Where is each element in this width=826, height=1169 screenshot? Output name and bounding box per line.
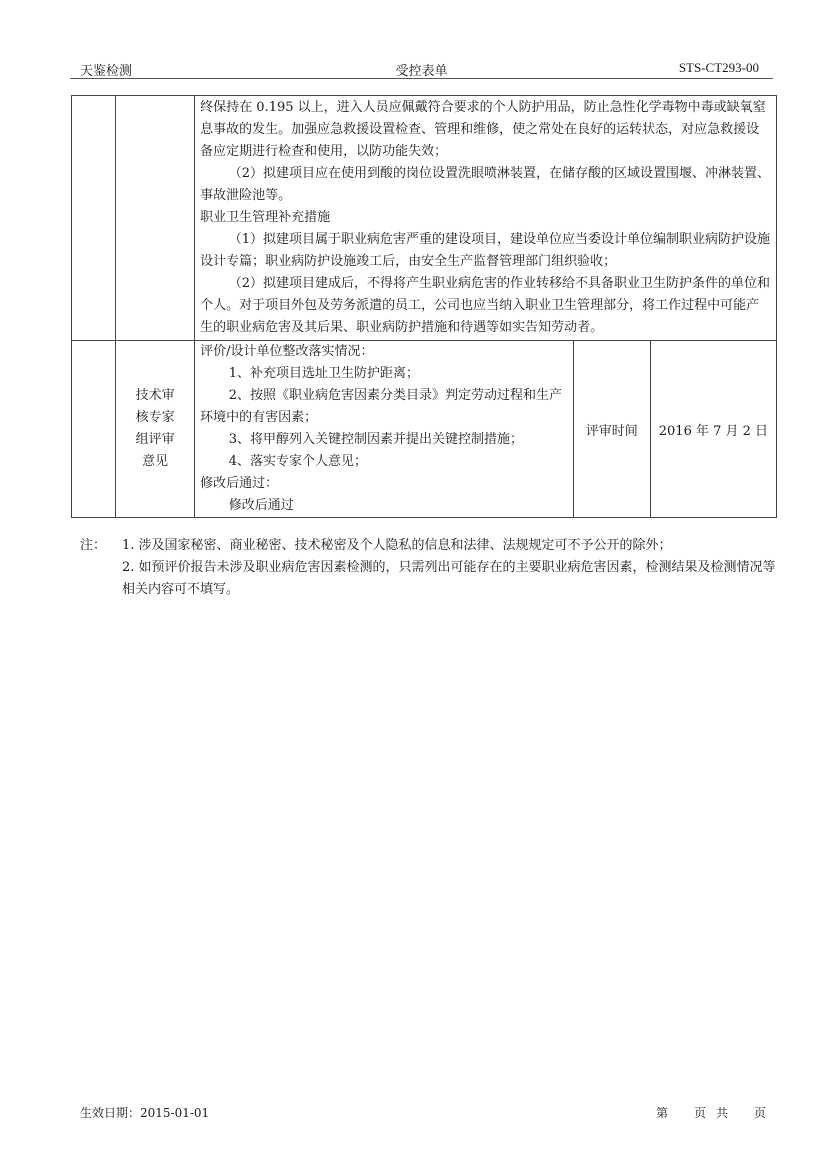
page-header — [70, 60, 773, 79]
table-row-expert-review — [72, 341, 777, 518]
page-label-di: 第 — [655, 1106, 668, 1120]
expert-review-label-text: 技术审核专家组评审意见 — [135, 388, 175, 469]
notes-label: 注： — [80, 538, 107, 553]
measures-paragraph: （1）拟建项目属于职业病危害严重的建设项目，建设单位应当委设计单位编制职业病防护设施设计专篇；职业病防护设施竣工后，由安全生产监督管理部门组织验收； — [200, 232, 771, 269]
form-type: 受控表单 — [395, 64, 448, 79]
page-label-gong: 共 — [715, 1106, 728, 1120]
expert-review-label — [116, 341, 195, 518]
page-label-ye-total: 页 — [753, 1106, 766, 1120]
note-item: 2. 如预评价报告未涉及职业病危害因素检测的，只需列出可能存在的主要职业病危害因素，检测结果及检测情况等相关内容可不填写。 — [122, 560, 776, 597]
measures-cell — [195, 96, 777, 341]
review-time-label: 评审时间 — [573, 341, 650, 518]
measures-paragraph: 终保持在 0.195 以上，进入人员应佩戴符合要求的个人防护用品，防止急性化学毒物中毒或缺氧窒息事故的发生。加强应急救援设置检查、管理和维修，使之常处在良好的运转状态，对应急救援设备应定期进行检查和使用，以防功能失效； — [200, 100, 766, 159]
cell-empty-1 — [72, 96, 116, 341]
conclusion-label: 修改后通过： — [200, 476, 279, 491]
measures-paragraph: （2）拟建项目建成后，不得将产生职业病危害的作业转移给不具备职业卫生防护条件的单位和个人。对于项目外包及劳务派遣的员工，公司也应当纳入职业卫生管理部分，将工作过程中可能产生的职业病危害及其后果、职业病防护措施和待遇等如实告知劳动者。 — [200, 276, 771, 335]
document-code: STS-CT293-00 — [678, 60, 759, 75]
note-item: 1. 涉及国家秘密、商业秘密、技术秘密及个人隐私的信息和法律、法规规定可不予公开的除外； — [122, 538, 672, 553]
company-name: 天鉴检测 — [80, 64, 133, 79]
cell-empty-3 — [72, 341, 116, 518]
rectification-item: 4、落实专家个人意见； — [228, 454, 368, 469]
measures-subheading: 职业卫生管理补充措施 — [200, 210, 331, 225]
measures-paragraph: （2）拟建项目应在使用到酸的岗位设置洗眼喷淋装置，在储存酸的区域设置围堰、冲淋装置、事故泄险池等。 — [200, 166, 771, 203]
rectification-item: 3、将甲醇列入关键控制因素并提出关键控制措施； — [228, 432, 524, 447]
page-label-ye: 页 — [693, 1106, 706, 1120]
rectification-cell — [195, 341, 574, 518]
conclusion-value: 修改后通过 — [228, 498, 294, 513]
rectification-heading: 评价/设计单位整改落实情况： — [200, 344, 374, 359]
review-time-value: 2016 年 7 月 2 日 — [650, 341, 776, 518]
page-number — [656, 1104, 766, 1121]
rectification-item: 1、补充项目选址卫生防护距离； — [228, 366, 420, 381]
review-table — [71, 95, 777, 518]
table-row-measures — [72, 96, 777, 341]
effective-date: 生效日期：2015-01-01 — [80, 1106, 210, 1120]
cell-empty-2 — [116, 96, 195, 341]
rectification-item: 2、按照《职业病危害因素分类目录》判定劳动过程和生产环境中的有害因素； — [200, 388, 563, 425]
